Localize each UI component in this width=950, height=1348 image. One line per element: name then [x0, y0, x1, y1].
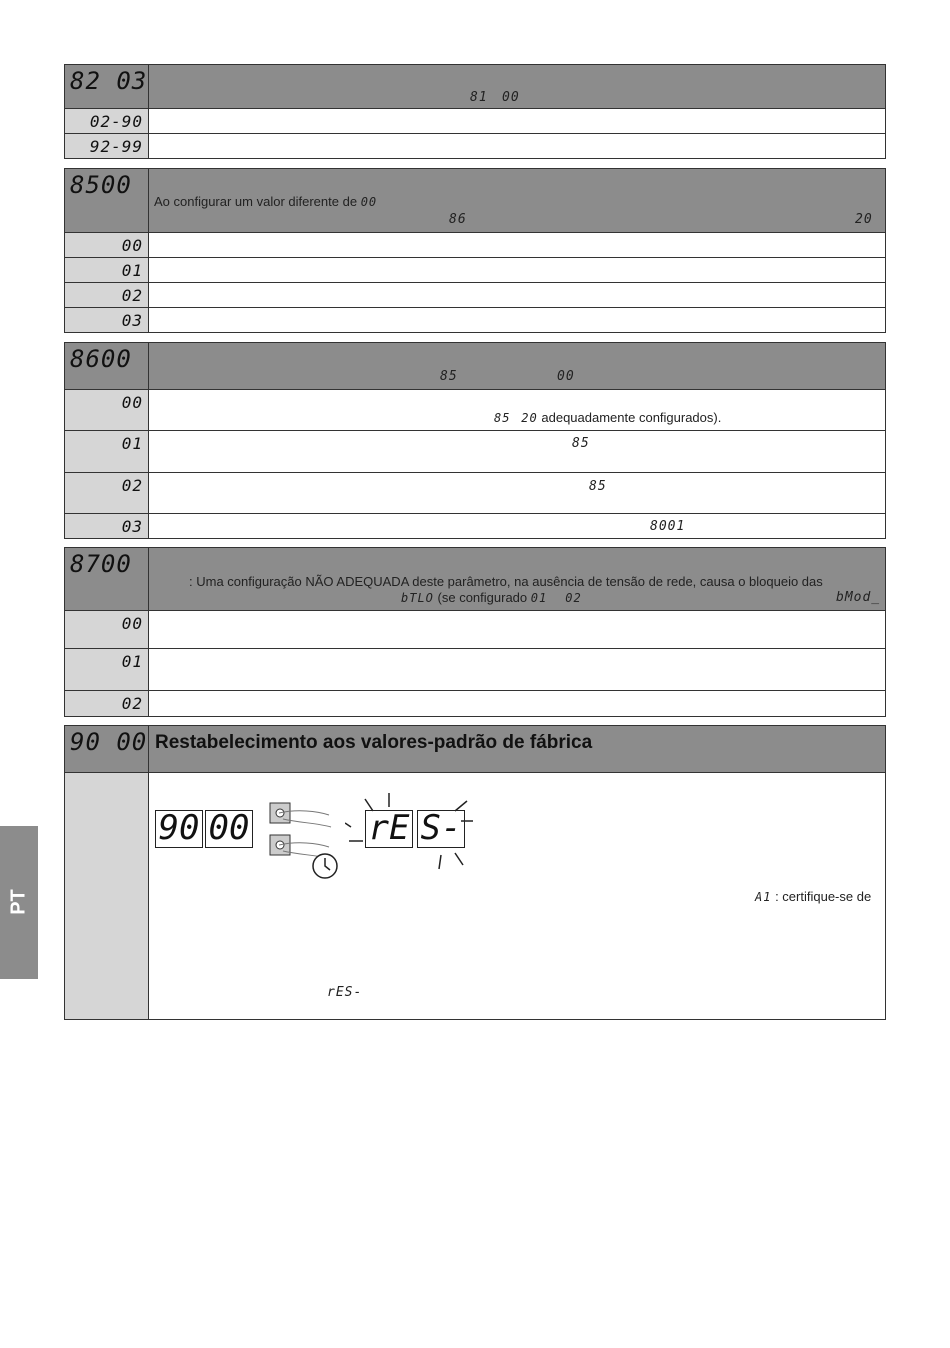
lcd-display-left: 90	[155, 810, 203, 848]
warning-text: : Uma configuração NÃO ADEQUADA deste parâmetro, na ausência de tensão de rede, causa o bloqueio das	[189, 574, 823, 589]
value-code: 02	[121, 476, 143, 495]
inline-code: rES-	[327, 985, 363, 1000]
illustration-code-cell	[65, 773, 149, 1019]
value-description	[149, 390, 885, 430]
language-tab-label: PT	[7, 889, 30, 915]
param-code-cell	[65, 169, 149, 232]
value-code-cell	[65, 109, 149, 133]
value-description	[149, 514, 885, 538]
value-code: 02	[121, 694, 143, 713]
value-code: 02-90	[89, 112, 143, 131]
inline-code: 85	[494, 411, 511, 425]
param-code: 82 03	[70, 67, 148, 95]
value-code: 00	[121, 236, 143, 255]
inline-code: 20	[521, 411, 538, 425]
section-title: Restabelecimento aos valores-padrão de fábrica	[155, 732, 593, 753]
inline-code: 8001	[650, 519, 686, 534]
description-text: : certifique-se de	[775, 889, 872, 904]
value-code: 00	[121, 393, 143, 412]
value-code-cell	[65, 390, 149, 430]
lcd-display-res-left: rE	[365, 810, 413, 848]
value-code-cell	[65, 473, 149, 513]
inline-code: bMod_	[836, 590, 881, 605]
language-side-tab	[0, 826, 38, 979]
param-code-cell	[65, 548, 149, 610]
param-code: 8500	[70, 171, 132, 199]
value-code-cell	[65, 514, 149, 538]
param-block-8500	[64, 168, 886, 333]
param-code-cell	[65, 726, 149, 772]
value-code-cell	[65, 649, 149, 690]
param-code: 8700	[70, 550, 132, 578]
param-code: 8600	[70, 345, 132, 373]
param-description	[149, 548, 885, 610]
description-text: (se configurado	[437, 590, 528, 605]
inline-code: 86	[449, 212, 467, 227]
param-code-cell	[65, 343, 149, 389]
value-description	[149, 258, 885, 282]
inline-code: A1	[755, 890, 772, 904]
inline-code: 81	[470, 90, 488, 105]
value-code-cell	[65, 691, 149, 716]
inline-code: 85	[589, 479, 607, 494]
inline-code: 00	[360, 195, 378, 209]
param-block-8203	[64, 64, 886, 159]
value-code: 03	[121, 311, 143, 330]
value-code: 02	[121, 286, 143, 305]
param-block-8700	[64, 547, 886, 717]
reset-procedure	[149, 773, 885, 1019]
value-description	[149, 649, 885, 690]
value-code: 03	[121, 517, 143, 536]
value-code-cell	[65, 611, 149, 648]
value-description	[149, 233, 885, 257]
value-code: 01	[121, 434, 143, 453]
param-description	[149, 726, 885, 772]
value-code-cell	[65, 233, 149, 257]
inline-code: 85	[572, 436, 590, 451]
value-code-cell	[65, 134, 149, 158]
value-code: 00	[121, 614, 143, 633]
param-block-9000	[64, 725, 886, 1020]
param-block-8600	[64, 342, 886, 539]
value-description	[149, 109, 885, 133]
inline-code: bTLO	[401, 591, 434, 605]
param-code-cell	[65, 65, 149, 108]
value-code-cell	[65, 308, 149, 332]
param-code: 90 00	[70, 728, 148, 756]
param-description	[149, 343, 885, 389]
inline-code: 20	[855, 212, 873, 227]
param-description	[149, 65, 885, 108]
inline-code: 01	[530, 591, 548, 605]
description-text: adequadamente configurados).	[541, 410, 722, 425]
value-description	[149, 283, 885, 307]
value-description	[149, 134, 885, 158]
lcd-display-right: 00	[205, 810, 253, 848]
value-code: 92-99	[89, 137, 143, 156]
value-description	[149, 611, 885, 648]
button-press-icon	[267, 801, 347, 881]
inline-code: 00	[502, 90, 520, 105]
param-description	[149, 169, 885, 232]
value-code-cell	[65, 258, 149, 282]
value-code-cell	[65, 431, 149, 472]
inline-code: 85	[440, 369, 458, 384]
value-description	[149, 308, 885, 332]
inline-code: 02	[565, 591, 582, 605]
value-description	[149, 691, 885, 716]
value-description	[149, 473, 885, 513]
inline-code: 00	[557, 369, 575, 384]
value-description	[149, 431, 885, 472]
value-code: 01	[121, 261, 143, 280]
value-code-cell	[65, 283, 149, 307]
description-text: Ao configurar um valor diferente de	[154, 194, 358, 209]
value-code: 01	[121, 652, 143, 671]
lcd-display-res-right: S-	[417, 810, 465, 848]
